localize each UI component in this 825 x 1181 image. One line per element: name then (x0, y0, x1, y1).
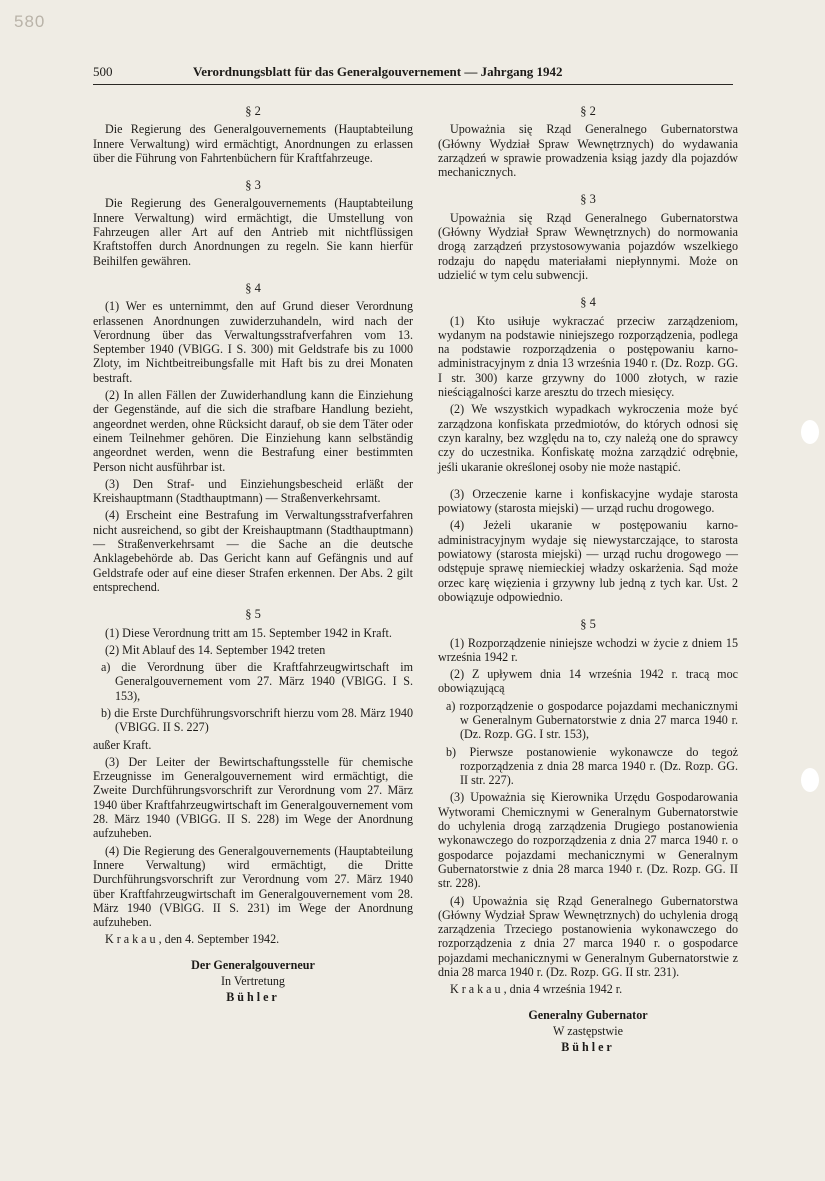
paragraph: (1) Wer es unternimmt, den auf Grund dieser Verordnung erlassenen Anordnungen zuwiderzuhandeln, wird nach der Verordnung über das Verwaltungsstrafverfahren vom 13. September 1940 (VBlGG. I S. 300) mit Geldstrafe bis zu 1000 Zloty, im Nichtbeitreibungsfalle mit Haft bis zu drei Monaten bestraft. (93, 299, 413, 385)
paragraph: (4) Die Regierung des Generalgouvernements (Hauptabteilung Innere Verwaltung) wird ermächtigt, die Dritte Durchführungsvorschrift zur Verordnung vom 27. März 1940 über Kraftfahrzeugwirtschaft im Generalgouvernement vom 28. März 1940 (VBlGG. II S. 231) im Wege der Anordnung aufzuheben. (93, 843, 413, 930)
paragraph: (1) Diese Verordnung tritt am 15. September 1942 in Kraft. (105, 625, 392, 640)
section-heading: § 2 (580, 104, 596, 118)
section-heading: § 5 (580, 617, 596, 632)
paragraph: (2) We wszystkich wypadkach wykroczenia może być zarządzona konfiskata przedmiotów, do których odnosi się czyn karalny, bez względu na to, czy należą one do sprawcy czy do uczestnika. Konfiskatę można zarządzić odrębnie, jeśli ukaranie określonej osoby nie może nastąpić. (438, 402, 738, 474)
page-number: 500 (93, 64, 113, 79)
list-item: a) rozporządzenie o gospodarce pojazdami mechanicznymi w Generalnym Gubernatorstwie z dnia 27 marca 1940 r. (Dz. Rozp. GG. I str. 153), (446, 698, 738, 742)
place-city: Krakau (450, 982, 504, 997)
signatory-office: Generalny Gubernator (528, 1007, 648, 1022)
section-heading: § 2 (245, 104, 261, 118)
paragraph: (4) Erscheint eine Bestrafung im Verwaltungsstrafverfahren nicht ausreichend, so gibt der Kreishauptmann (Stadthauptmann) — Straßenverkehrsamt — die Sache an die deutsche Anklagebehörde ab. Das Gericht kann auf Gefängnis und auf Geldstrafe oder auf eine dieser Strafen erkennen. Der Abs. 2 gilt entsprechend. (93, 508, 413, 594)
paragraph: (1) Kto usiłuje wykraczać przeciw zarządzeniom, wydanym na podstawie niniejszego rozporządzenia, podlega na podstawie rozporządzenia o postępowaniu karno-administracyjnym z dnia 13 września 1940 r. (Dz. Rozp. GG. I str. 300) karze grzywny do 1000 złotych, w razie nieściągalności karze aresztu do trzech miesięcy. (438, 313, 738, 400)
german-column (93, 104, 413, 1005)
paragraph: (4) Upoważnia się Rząd Generalnego Gubernatorstwa (Główny Wydział Spraw Wewnętrznych) do uchylenia drogą zarządzenia Trzeciego postanowienia wykonawczego do rozporządzenia z dnia 27 marca 1940 r. o gospodarce pojazdami mechanicznymi w Generalnym Gubernatorstwie z dnia 28 marca 1940 r. (Dz. Rozp. GG. II str. 231). (438, 893, 738, 980)
paragraph: (2) Mit Ablauf des 14. September 1942 treten (105, 642, 326, 657)
date-text: , dnia 4 września 1942 r. (503, 982, 623, 997)
signature-block (93, 957, 413, 1005)
page-header (93, 64, 733, 80)
paragraph: Upoważnia się Rząd Generalnego Gubernatorstwa (Główny Wydział Spraw Wewnętrznych) do normowania drogą zarządzeń przystosowywania pojazdów wszelkiego rodzaju do napędu materiałami niepłynnymi. Może on udzielić w tym celu subwencji. (438, 210, 738, 282)
header-rule (93, 84, 733, 85)
punch-hole (801, 420, 819, 444)
paragraph: (1) Rozporządzenie niniejsze wchodzi w życie z dniem 15 września 1942 r. (438, 635, 738, 664)
section-heading: § 3 (245, 178, 261, 193)
section-heading: § 4 (245, 280, 261, 295)
signatory-role: In Vertretung (221, 973, 285, 988)
paragraph: Die Regierung des Generalgouvernements (Hauptabteilung Innere Verwaltung) wird ermächtigt, Anordnungen zu erlassen über die Führung von Fahrtenbüchern für Kraftfahrzeuge. (93, 122, 413, 165)
section-heading: § 5 (245, 607, 261, 622)
paragraph: (3) Orzeczenie karne i konfiskacyjne wydaje starosta powiatowy (starosta miejski) — urząd ruchu drogowego. (438, 486, 738, 516)
paragraph: (3) Den Straf- und Einziehungsbescheid erläßt der Kreishauptmann (Stadthauptmann) — Straßenverkehrsamt. (93, 476, 413, 506)
paragraph: (3) Der Leiter der Bewirtschaftungsstelle für chemische Erzeugnisse im Generalgouvernement wird ermächtigt, die Zweite Durchführungsvorschrift zur Verordnung vom 27. März 1940 über Kraftfahrzeugwirtschaft im Generalgouvernement vom 28. März 1940 (VBlGG. II S. 228) im Wege der Anordnung aufzuheben. (93, 754, 413, 841)
paragraph: (2) In allen Fällen der Zuwiderhandlung kann die Einziehung der Gegenstände, auf die sich die strafbare Handlung bezieht, angeordnet werden, ohne Rücksicht darauf, ob sie dem Täter oder einem Teilnehmer gehören. Die Einziehung kann selbständig angeordnet werden, wenn die Bestrafung einer bestimmten Person nicht ausführbar ist. (93, 388, 413, 474)
signatory-name: Bühler (561, 1039, 615, 1054)
signatory-name: Bühler (226, 989, 280, 1004)
paragraph: Upoważnia się Rząd Generalnego Gubernatorstwa (Główny Wydział Spraw Wewnętrznych) do wydawania zarządzeń w sprawie prowadzenia ksiąg jazdy dla pojazdów mechanicznych. (438, 122, 738, 180)
polish-column (438, 104, 738, 1055)
paragraph: (4) Jeżeli ukaranie w postępowaniu karno-administracyjnym wydaje się niewystarczające, to starosta powiatowy (starosta miejski) — urząd ruchu drogowego — odstępuje sprawę niemieckiej władzy oskarżenia. Sąd może orzec karę więzienia i grzywny lub jedną z tych kar. Ust. 2 obowiązuje odpowiednio. (438, 518, 738, 604)
paragraph: außer Kraft. (93, 737, 152, 752)
signature-block (438, 1007, 738, 1055)
running-title: Verordnungsblatt für das Generalgouvernement — Jahrgang 1942 (193, 64, 563, 79)
paragraph: (3) Upoważnia się Kierownika Urzędu Gospodarowania Wytworami Chemicznymi w Generalnym Gubernatorstwie do uchylenia drogą zarządzenia Drugiego postanowienia wykonawczego do rozporządzenia z dnia 27 marca 1940 r. o gospodarce pojazdami mechanicznymi w Generalnym Gubernatorstwie z dnia 28 marca 1940 r. (Dz. Rozp. GG. II str. 228). (438, 790, 738, 891)
list-item: a) die Verordnung über die Kraftfahrzeugwirtschaft im Generalgouvernement vom 27. März 1940 (VBlGG. I S. 153), (101, 660, 413, 703)
place-city: Krakau (105, 932, 159, 947)
list-item: b) Pierwsze postanowienie wykonawcze do tegoż rozporządzenia z dnia 28 marca 1940 r. (Dz. Rozp. GG. II str. 227). (446, 744, 738, 788)
place-date (438, 982, 738, 996)
date-text: , den 4. September 1942. (158, 932, 280, 947)
punch-hole (801, 768, 819, 792)
section-heading: § 3 (580, 192, 596, 207)
signatory-office: Der Generalgouverneur (191, 957, 315, 972)
place-date (93, 932, 413, 946)
list-item: b) die Erste Durchführungsvorschrift hierzu vom 28. März 1940 (VBlGG. II S. 227) (101, 705, 413, 735)
paragraph: (2) Z upływem dnia 14 września 1942 r. tracą moc obowiązującą (438, 667, 738, 696)
archive-page-note: 580 (14, 12, 46, 31)
paragraph: Die Regierung des Generalgouvernements (Hauptabteilung Innere Verwaltung) wird ermächtigt, die Umstellung von Fahrzeugen aller Art auf den Antrieb mit nichtflüssigen Kraftstoffen durch Anordnungen zu regeln. Sie kann hierfür Beihilfen gewähren. (93, 196, 413, 268)
section-heading: § 4 (580, 295, 596, 310)
signatory-role: W zastępstwie (553, 1023, 623, 1038)
